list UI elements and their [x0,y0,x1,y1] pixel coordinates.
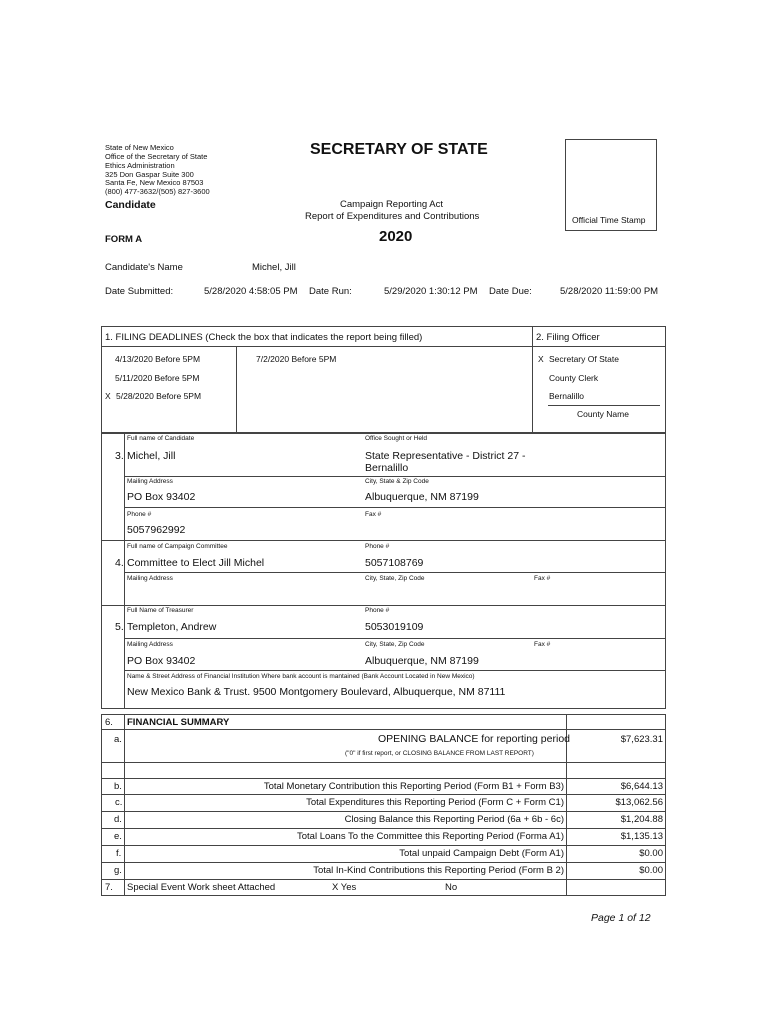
phone-label: Phone # [365,607,390,614]
special-event-label: Special Event Work sheet Attached [127,882,276,893]
deadline-check-mark: X [105,391,111,401]
candidate-name-label: Candidate's Name [105,262,183,273]
date-run: 5/29/2020 1:30:12 PM [384,286,478,297]
report-name: Report of Expenditures and Contributions [305,211,480,222]
filing-officer-heading: 2. Filing Officer [536,332,600,343]
filing-deadlines-heading: 1. FILING DEADLINES (Check the box that indicates the report being filled) [105,332,423,343]
fax-label: Fax # [534,575,551,582]
stamp-label: Official Time Stamp [572,215,646,225]
agency-line: Ethics Administration [105,161,175,170]
mailing-address: PO Box 93402 [127,655,196,667]
page-title: SECRETARY OF STATE [310,141,488,158]
row-label: a. [114,734,122,745]
agency-line: 325 Don Gaspar Suite 300 [105,170,194,179]
agency-line: (800) 477-3632/(505) 827-3600 [105,187,210,196]
phone-label: Phone # [127,511,152,518]
phone: 5057108769 [365,557,424,569]
row-text: Closing Balance this Reporting Period (6a + 6b - 6c) [344,814,564,825]
section-number: 3. [115,450,124,462]
treasurer-name-label: Full Name of Treasurer [127,607,194,614]
mailing-address-label: Mailing Address [127,641,173,648]
treasurer-name: Templeton, Andrew [127,621,217,633]
row-value: $0.00 [639,848,663,859]
row-label: b. [114,781,122,792]
candidate-heading: Candidate [105,199,156,211]
row-label: f. [116,848,122,859]
committee-name: Committee to Elect Jill Michel [127,557,265,569]
section-number: 7. [105,882,113,893]
opening-balance-value: $7,623.31 [620,734,663,745]
mailing-address-label: Mailing Address [127,575,173,582]
time-stamp-box [565,139,657,231]
agency-line: State of New Mexico [105,143,174,152]
bank-address: New Mexico Bank & Trust. 9500 Montgomery Boulevard, Albuquerque, NM 87111 [127,686,506,698]
row-value: $6,644.13 [620,781,663,792]
contact-section [101,433,666,709]
phone-label: Phone # [365,543,390,550]
opening-balance-note: ("0" if first report, or CLOSING BALANCE FROM LAST REPORT) [345,750,534,757]
date-due: 5/28/2020 11:59:00 PM [560,286,659,297]
act-name: Campaign Reporting Act [340,199,443,210]
section-number: 6. [105,717,113,728]
section-number: 4. [115,557,124,569]
row-label: c. [115,797,123,808]
officer-option-sos[interactable]: Secretary Of State [549,354,619,364]
section-number: 5. [115,621,124,633]
date-submitted-label: Date Submitted: [105,286,174,297]
agency-line: Santa Fe, New Mexico 87503 [105,178,204,187]
mailing-address: PO Box 93402 [127,491,196,503]
phone: 5057962992 [127,524,186,536]
special-event-yes[interactable]: X Yes [332,882,357,893]
row-text: Total Monetary Contribution this Reporting Period (Form B1 + Form B3) [263,781,564,792]
city-label: City, State & Zip Code [365,478,429,485]
row-label: e. [114,831,122,842]
date-due-label: Date Due: [489,286,532,297]
row-text: Total unpaid Campaign Debt (Form A1) [399,848,564,859]
row-value: $13,062.56 [615,797,663,808]
deadline-option[interactable]: 7/2/2020 Before 5PM [256,354,337,364]
city-label: City, State, Zip Code [365,641,425,648]
city: Albuquerque, NM 87199 [365,655,479,667]
date-run-label: Date Run: [309,286,352,297]
office-line: Bernalillo [365,462,409,474]
mailing-address-label: Mailing Address [127,478,173,485]
page-number: Page 1 of 12 [591,912,651,924]
row-text: Total Expenditures this Reporting Period (Form C + Form C1) [306,797,564,808]
deadline-option[interactable]: 4/13/2020 Before 5PM [115,354,201,364]
report-year: 2020 [379,228,413,245]
row-text: Total In-Kind Contributions this Reporting Period (Form B 2) [313,865,564,876]
candidate-name: Michel, Jill [252,262,296,273]
city: Albuquerque, NM 87199 [365,491,479,503]
row-label: d. [114,814,122,825]
agency-line: Office of the Secretary of State [105,152,208,161]
office-label: Office Sought or Held [365,435,428,442]
date-submitted: 5/28/2020 4:58:05 PM [204,286,298,297]
fax-label: Fax # [365,511,382,518]
row-label: g. [114,865,122,876]
form-label: FORM A [105,234,143,245]
office-line: State Representative - District 27 - [365,450,526,462]
row-value: $0.00 [639,865,663,876]
phone: 5053019109 [365,621,424,633]
candidate-full-name-label: Full name of Candidate [127,435,195,442]
county-label: County Name [577,409,629,419]
officer-check-mark: X [538,354,544,364]
fax-label: Fax # [534,641,551,648]
deadline-option[interactable]: 5/28/2020 Before 5PM [116,391,202,401]
city-label: City, State, Zip Code [365,575,425,582]
bank-label: Name & Street Address of Financial Institution Where bank account is mantained (Bank Account Located in New Mexico) [127,673,475,680]
row-text: Total Loans To the Committee this Reporting Period (Forma A1) [296,831,564,842]
row-value: $1,204.88 [620,814,663,825]
special-event-no[interactable]: No [445,882,458,893]
committee-name-label: Full name of Campaign Committee [127,543,228,550]
deadline-option[interactable]: 5/11/2020 Before 5PM [115,373,200,383]
candidate-full-name: Michel, Jill [127,450,176,462]
opening-balance-label: OPENING BALANCE for reporting period [378,733,570,745]
row-value: $1,135.13 [620,831,663,842]
financial-summary-heading: FINANCIAL SUMMARY [127,717,230,728]
county-value: Bernalillo [549,391,584,401]
officer-option-clerk[interactable]: County Clerk [549,373,599,383]
